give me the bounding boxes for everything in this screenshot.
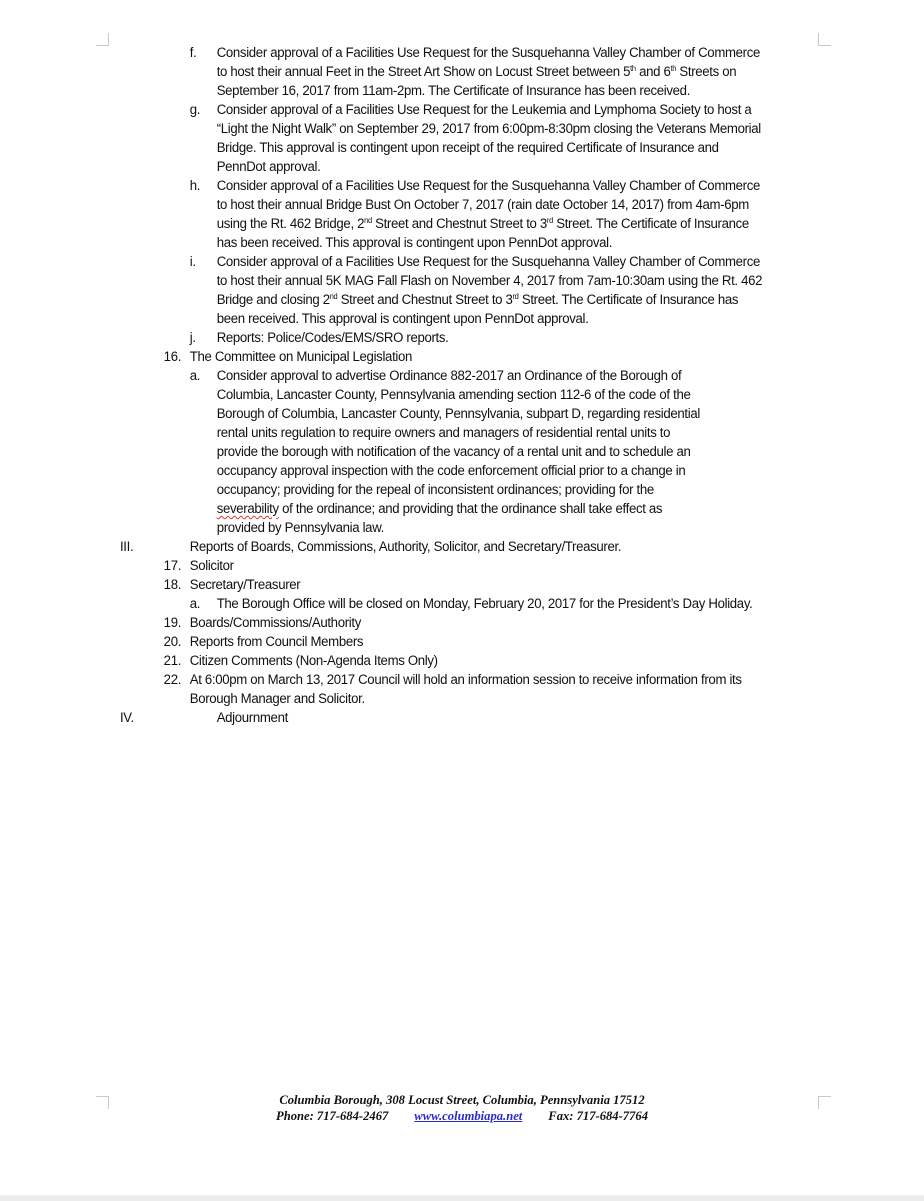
crop-mark-top-left [96, 33, 109, 46]
crop-mark-top-right [818, 33, 831, 46]
item-16a-line: Consider approval to advertise Ordinance 882-2017 an Ordinance of the Borough of [216, 368, 682, 384]
item-h-line: Consider approval of a Facilities Use Request for the Susquehanna Valley Chamber of Commerce [216, 178, 761, 194]
item-h-line: has been received. This approval is contingent upon PennDot approval. [216, 235, 613, 251]
item-g-marker: g. [189, 102, 201, 118]
item-h-line: using the Rt. 462 Bridge, 2nd Street and Chestnut Street to 3rd Street. The Certificate of Insurance [216, 216, 749, 232]
item-22-line: At 6:00pm on March 13, 2017 Council will hold an information session to receive information from its [189, 672, 742, 688]
section-4-numeral: IV. [119, 710, 134, 726]
spellcheck-word: severability [216, 501, 279, 517]
item-16-title: The Committee on Municipal Legislation [189, 349, 413, 365]
page-footer [0, 1092, 924, 1124]
item-j-marker: j. [189, 330, 196, 346]
item-i-marker: i. [189, 254, 196, 270]
item-18-marker: 18. [163, 577, 182, 593]
item-18a-line: The Borough Office will be closed on Monday, February 20, 2017 for the President’s Day Holiday. [216, 596, 753, 612]
item-f-line: September 16, 2017 from 11am-2pm. The Certificate of Insurance has been received. [216, 83, 691, 99]
item-18a-marker: a. [189, 596, 201, 612]
item-g-line: “Light the Night Walk” on September 29, 2017 from 6:00pm-8:30pm closing the Veterans Memorial [216, 121, 761, 137]
item-18-title: Secretary/Treasurer [189, 577, 301, 593]
item-16-marker: 16. [163, 349, 182, 365]
footer-fax: Fax: 717-684-7764 [548, 1109, 648, 1123]
footer-website-link[interactable]: www.columbiapa.net [414, 1109, 523, 1123]
item-16a-line: rental units regulation to require owners and managers of residential rental units to [216, 425, 671, 441]
footer-phone: Phone: 717-684-2467 [276, 1109, 389, 1123]
page-bottom-edge [0, 1195, 924, 1201]
item-22-marker: 22. [163, 672, 182, 688]
item-20-title: Reports from Council Members [189, 634, 364, 650]
item-16a-line: Borough of Columbia, Lancaster County, Pennsylvania, subpart D, regarding residential [216, 406, 700, 422]
item-19-title: Boards/Commissions/Authority [189, 615, 361, 631]
item-16a-line: provide the borough with notification of the vacancy of a rental unit and to schedule an [216, 444, 691, 460]
section-3-numeral: III. [119, 539, 134, 555]
item-f-line: Consider approval of a Facilities Use Request for the Susquehanna Valley Chamber of Commerce [216, 45, 761, 61]
item-21-title: Citizen Comments (Non-Agenda Items Only) [189, 653, 438, 669]
item-22-line: Borough Manager and Solicitor. [189, 691, 365, 707]
item-16a-marker: a. [189, 368, 201, 384]
item-i-line: Consider approval of a Facilities Use Request for the Susquehanna Valley Chamber of Commerce [216, 254, 761, 270]
item-j-line: Reports: Police/Codes/EMS/SRO reports. [216, 330, 449, 346]
section-3-title: Reports of Boards, Commissions, Authority, Solicitor, and Secretary/Treasurer. [189, 539, 622, 555]
item-i-line: Bridge and closing 2nd Street and Chestnut Street to 3rd Street. The Certificate of Insurance has [216, 292, 739, 308]
item-f-marker: f. [189, 45, 197, 61]
item-g-line: Bridge. This approval is contingent upon receipt of the required Certificate of Insurance and [216, 140, 719, 156]
item-i-line: to host their annual 5K MAG Fall Flash on November 4, 2017 from 7am-10:30am using the Rt. 462 [216, 273, 763, 289]
item-16a-line: provided by Pennsylvania law. [216, 520, 385, 536]
item-16a-line: severability of the ordinance; and providing that the ordinance shall take effect as [216, 501, 663, 517]
item-21-marker: 21. [163, 653, 182, 669]
item-f-line: to host their annual Feet in the Street Art Show on Locust Street between 5th and 6th Streets on [216, 64, 737, 80]
item-17-title: Solicitor [189, 558, 234, 574]
footer-contact [0, 1108, 924, 1124]
item-h-marker: h. [189, 178, 201, 194]
item-16a-line: occupancy approval inspection with the code enforcement official prior to a change in [216, 463, 686, 479]
item-h-line: to host their annual Bridge Bust On October 7, 2017 (rain date October 14, 2017) from 4am-6pm [216, 197, 749, 213]
item-17-marker: 17. [163, 558, 182, 574]
section-4-title: Adjournment [216, 710, 288, 726]
item-20-marker: 20. [163, 634, 182, 650]
item-g-line: PennDot approval. [216, 159, 321, 175]
footer-address: Columbia Borough, 308 Locust Street, Columbia, Pennsylvania 17512 [279, 1093, 645, 1107]
item-16a-line: occupancy; providing for the repeal of inconsistent ordinances; providing for the [216, 482, 654, 498]
item-g-line: Consider approval of a Facilities Use Request for the Leukemia and Lymphoma Society to host a [216, 102, 752, 118]
item-16a-line: Columbia, Lancaster County, Pennsylvania amending section 112-6 of the code of the [216, 387, 691, 403]
item-19-marker: 19. [163, 615, 182, 631]
item-i-line: been received. This approval is contingent upon PennDot approval. [216, 311, 589, 327]
